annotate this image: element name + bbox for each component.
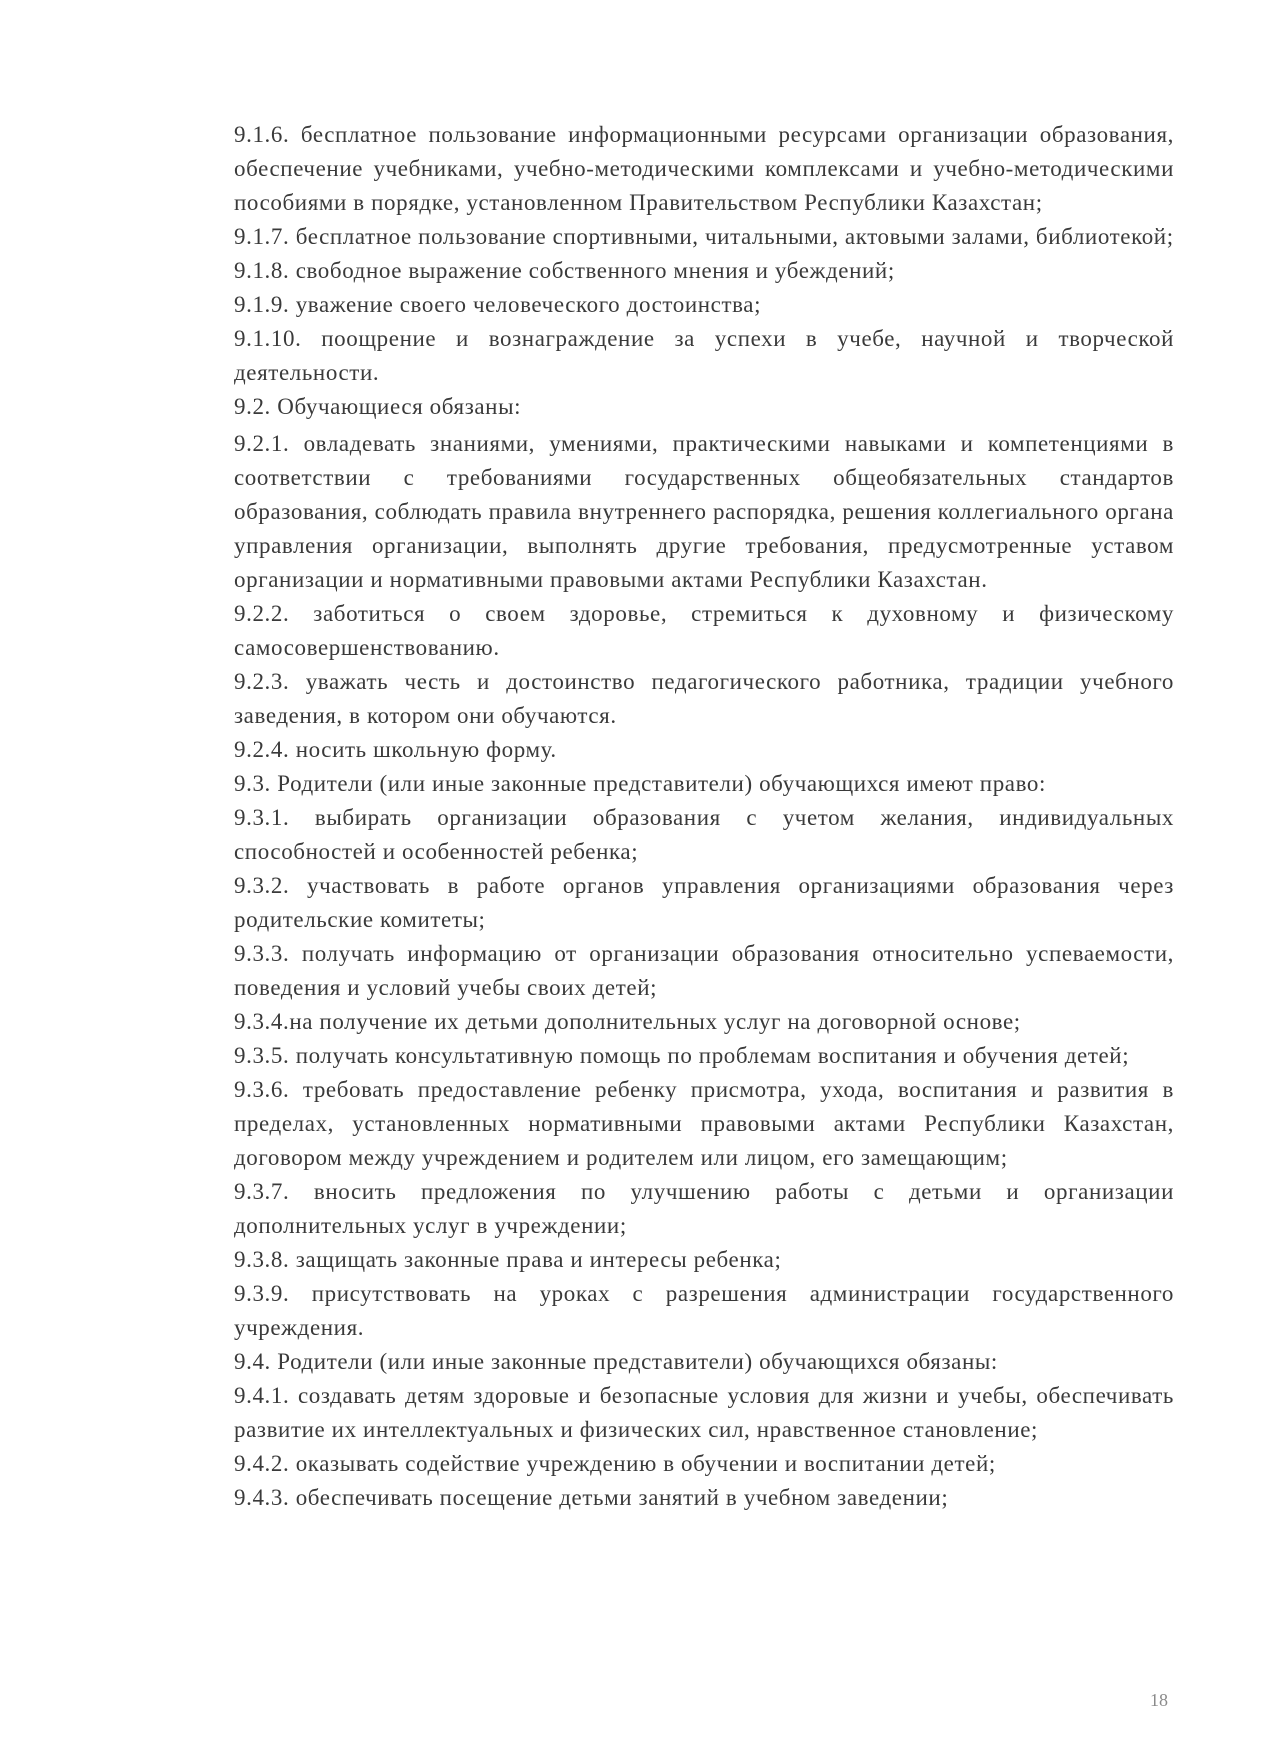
- paragraph-9-2-1: 9.2.1. овладевать знаниями, умениями, практическими навыками и компетенциями в соответствии с требованиями государственных общеобязательных стандартов образования, соблюдать правила внутреннего распорядка, решения коллегиального органа управления организации, выполнять другие требования, предусмотренные уставом организации и нормативными правовыми актами Республики Казахстан.: [234, 431, 1174, 592]
- paragraph-9-2-2: 9.2.2. заботиться о своем здоровье, стремиться к духовному и физическому самосовершенствованию.: [234, 601, 1174, 660]
- paragraph-9-1-6: 9.1.6. бесплатное пользование информационными ресурсами организации образования, обеспечение учебниками, учебно-методическими комплексами и учебно-методическими пособиями в порядке, установленном Правительством Республики Казахстан;: [234, 122, 1174, 215]
- paragraph-9-1-9: 9.1.9. уважение своего человеческого достоинства;: [234, 292, 762, 317]
- paragraph-9-3-2: 9.3.2. участвовать в работе органов управления организациями образования через родительские комитеты;: [234, 873, 1174, 932]
- paragraph-9-1-10: 9.1.10. поощрение и вознаграждение за успехи в учебе, научной и творческой деятельности.: [234, 326, 1174, 385]
- paragraph-9-3-7: 9.3.7. вносить предложения по улучшению работы с детьми и организации дополнительных услуг в учреждении;: [234, 1179, 1174, 1238]
- paragraph-9-4-2: 9.4.2. оказывать содействие учреждению в обучении и воспитании детей;: [234, 1451, 996, 1476]
- section-heading-9-3: 9.3. Родители (или иные законные представители) обучающихся имеют право:: [234, 771, 1047, 796]
- paragraph-9-4-3: 9.4.3. обеспечивать посещение детьми занятий в учебном заведении;: [234, 1485, 949, 1510]
- document-body: [234, 118, 1174, 1515]
- paragraph-9-3-3: 9.3.3. получать информацию от организации образования относительно успеваемости, поведения и условий учебы своих детей;: [234, 941, 1174, 1000]
- paragraph-9-3-1: 9.3.1. выбирать организации образования с учетом желания, индивидуальных способностей и особенностей ребенка;: [234, 805, 1174, 864]
- paragraph-9-3-9: 9.3.9. присутствовать на уроках с разрешения администрации государственного учреждения.: [234, 1281, 1174, 1340]
- paragraph-9-3-6: 9.3.6. требовать предоставление ребенку присмотра, ухода, воспитания и развития в пределах, установленных нормативными правовыми актами Республики Казахстан, договором между учреждением и родителем или лицом, его замещающим;: [234, 1077, 1174, 1170]
- paragraph-9-3-8: 9.3.8. защищать законные права и интересы ребенка;: [234, 1247, 782, 1272]
- paragraph-9-3-4: 9.3.4.на получение их детьми дополнительных услуг на договорной основе;: [234, 1009, 1021, 1034]
- section-heading-9-4: 9.4. Родители (или иные законные представители) обучающихся обязаны:: [234, 1349, 998, 1374]
- section-heading-9-2: 9.2. Обучающиеся обязаны:: [234, 394, 522, 419]
- page-number: 18: [1150, 1690, 1168, 1710]
- paragraph-9-3-5: 9.3.5. получать консультативную помощь по проблемам воспитания и обучения детей;: [234, 1043, 1130, 1068]
- paragraph-9-1-7: 9.1.7. бесплатное пользование спортивными, читальными, актовыми залами, библиотекой;: [234, 224, 1174, 249]
- paragraph-9-4-1: 9.4.1. создавать детям здоровые и безопасные условия для жизни и учебы, обеспечивать развитие их интеллектуальных и физических сил, нравственное становление;: [234, 1383, 1174, 1442]
- paragraph-9-1-8: 9.1.8. свободное выражение собственного мнения и убеждений;: [234, 258, 895, 283]
- paragraph-9-2-4: 9.2.4. носить школьную форму.: [234, 737, 557, 762]
- paragraph-9-2-3: 9.2.3. уважать честь и достоинство педагогического работника, традиции учебного заведения, в котором они обучаются.: [234, 669, 1174, 728]
